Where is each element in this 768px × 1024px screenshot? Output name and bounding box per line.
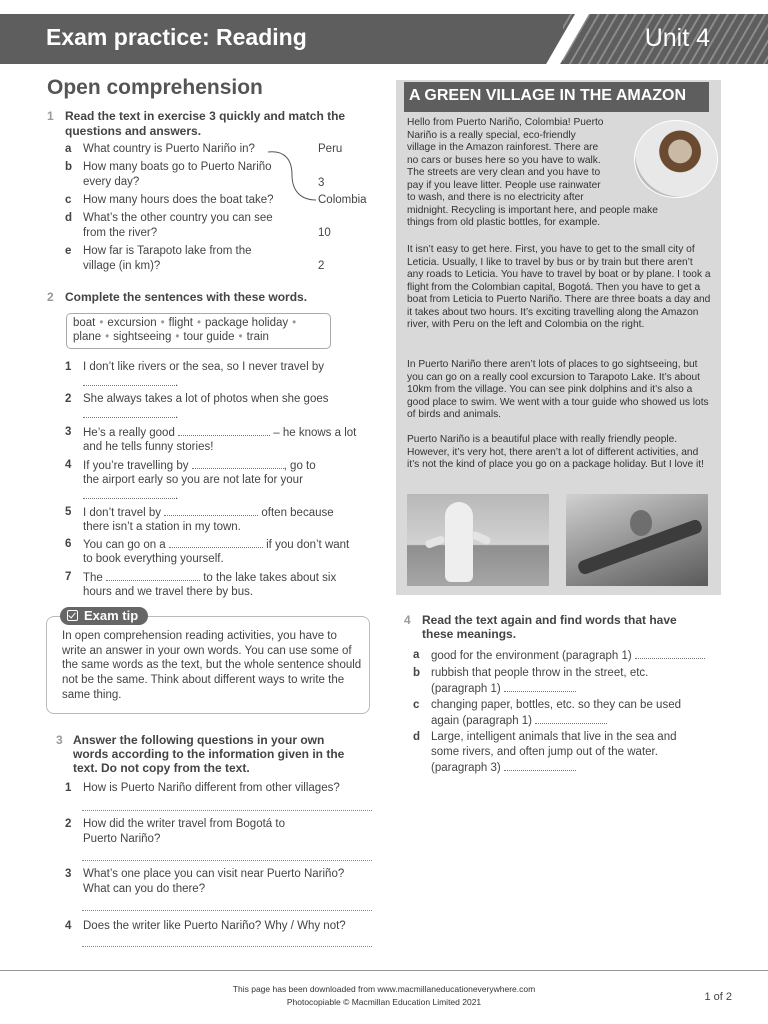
exercise-3-instruction-line2: words according to the information given in the [73, 747, 345, 761]
ex2-sentence-4: If you’re travelling by , go to [83, 460, 316, 472]
ex1-item-c: How many hours does the boat take? [83, 194, 274, 206]
answer-blank[interactable] [178, 425, 270, 436]
item-letter: d [413, 731, 421, 743]
ex2-sentence-6-line2: to book everything yourself. [83, 553, 224, 565]
sentence-number: 4 [65, 459, 72, 471]
exercise-3-instruction-line1: Answer the following questions in your own [73, 733, 325, 747]
ex2-sentence-7-line2: hours and we travel there by bus. [83, 586, 254, 598]
answer-blank[interactable] [635, 648, 705, 659]
article-paragraph-2: It isn’t easy to get here. First, you have to get to the small city of Leticia. Usually, I like to travel by bus or by train but there aren’t any roads to Leticia. You have to travel by boat or by plane. I took a flight from the Colombian capital, Bogotá. Then you have to get a boat from Leticia to Puerto Nariño. There are three boats a day and it takes about two hours. It’s exciting travelling along the Amazon river, with Peru on the left and Colombia on the right. [407, 244, 711, 330]
word: train [246, 331, 269, 343]
ex4-item-b-line1: rubbish that people throw in the street, etc. [431, 667, 649, 679]
ex1-item-d-line2: from the river? [83, 227, 158, 239]
ex1-item-e-line2: village (in km)? [83, 260, 161, 272]
exercise-1-instruction-line1: Read the text in exercise 3 quickly and match the [65, 109, 346, 123]
ex2-sentence-2: She always takes a lot of photos when she goes [83, 393, 329, 405]
answer-blank[interactable] [504, 681, 576, 692]
answer-blank[interactable] [504, 760, 576, 771]
sentence-number: 2 [65, 393, 72, 405]
word: excursion [107, 317, 157, 329]
ex2-sentence-5: I don’t travel by often because [83, 507, 334, 519]
ex3-question-2-line2: Puerto Nariño? [83, 833, 161, 845]
word: plane [73, 331, 102, 343]
ex1-item-letter: a [65, 143, 72, 155]
exercise-3-instruction-line3: text. Do not copy from the text. [73, 761, 250, 775]
word: tour guide [183, 331, 235, 343]
page-number: 1 of 2 [704, 991, 732, 1003]
answer-blank[interactable] [106, 570, 200, 581]
ex1-item-letter: d [65, 212, 73, 224]
sentence-number: 7 [65, 571, 72, 583]
answer-blank[interactable] [83, 375, 175, 386]
item-letter: a [413, 649, 420, 661]
ex4-item-c-line2: again (paragraph 1) [431, 713, 607, 729]
answer-blank[interactable] [169, 537, 263, 548]
answer-blank[interactable] [83, 488, 175, 499]
answer-line[interactable] [82, 860, 372, 861]
exercise-3-number: 3 [56, 733, 63, 747]
ex2-sentence-1-blank-line: . [83, 375, 178, 391]
exam-tip-tag [60, 607, 148, 625]
answer-blank[interactable] [164, 505, 258, 516]
ex1-answer: 2 [318, 260, 325, 272]
ex1-answer: 3 [318, 177, 325, 189]
ex2-sentence-7: The to the lake takes about six [83, 572, 337, 584]
footer-download-note: This page has been downloaded from www.macmillaneducationeverywhere.com [232, 984, 536, 994]
ex1-item-a: What country is Puerto Nariño in? [83, 143, 255, 155]
answer-blank[interactable] [192, 458, 284, 469]
ex1-answer: Colombia [318, 194, 367, 206]
ex1-item-letter: e [65, 245, 72, 257]
answer-line[interactable] [82, 910, 372, 911]
ex3-question-3-line1: What’s one place you can visit near Puerto Nariño? [83, 868, 345, 880]
ex2-sentence-2-blank-line: . [83, 407, 178, 423]
ex3-question-2-line1: How did the writer travel from Bogotá to [83, 818, 285, 830]
ex2-sentence-4-blank-line: . [83, 488, 178, 504]
word: flight [168, 317, 193, 329]
word: package holiday [205, 317, 289, 329]
sentence-number: 5 [65, 506, 72, 518]
question-number: 1 [65, 782, 72, 794]
exercise-2-instruction: Complete the sentences with these words. [65, 290, 308, 304]
ex1-answer: Peru [318, 143, 343, 155]
ex4-item-d-line2: some rivers, and often jump out of the water. [431, 746, 658, 758]
answer-line[interactable] [82, 946, 372, 947]
ex2-sentence-4-line2: the airport early so you are not late for your [83, 474, 303, 486]
ex4-item-a: good for the environment (paragraph 1) [431, 648, 705, 664]
article-title-bar [404, 82, 709, 112]
ex4-item-b-line2: (paragraph 1) [431, 681, 576, 697]
footer-divider [0, 970, 768, 971]
ex4-item-c-line1: changing paper, bottles, etc. so they can be used [431, 699, 681, 711]
exam-tip-text: In open comprehension reading activities, you have to write an answer in your own words. You can use some of the same words as the text, but the whole sentence should not be the same. Think about different ways to write the same thing. [62, 630, 362, 701]
exercise-4-number: 4 [404, 613, 411, 627]
sentence-number: 6 [65, 538, 72, 550]
ex2-sentence-5-line2: there isn’t a station in my town. [83, 521, 241, 533]
sentence-number: 1 [65, 361, 72, 373]
ex1-item-letter: c [65, 194, 72, 206]
section-title: Open comprehension [47, 76, 263, 99]
exercise-4-instruction-line1: Read the text again and find words that have [422, 613, 677, 627]
footer-copyright: Photocopiable © Macmillan Education Limited 2021 [286, 997, 482, 1007]
word: sightseeing [113, 331, 172, 343]
question-number: 4 [65, 920, 72, 932]
question-number: 2 [65, 818, 72, 830]
ex3-question-3-line2: What can you do there? [83, 883, 206, 895]
exercise-1-number: 1 [47, 109, 54, 123]
ex2-sentence-3: He’s a really good – he knows a lot [83, 427, 357, 439]
ex4-item-d-line3: (paragraph 3) [431, 760, 576, 776]
page-title: Exam practice: Reading [46, 24, 307, 50]
ex4-item-d-line1: Large, intelligent animals that live in the sea and [431, 731, 677, 743]
checkbox-icon [67, 610, 78, 621]
ex1-item-letter: b [65, 161, 73, 173]
ex1-item-d-line1: What’s the other country you can see [83, 212, 273, 224]
ex1-item-e-line1: How far is Tarapoto lake from the [83, 245, 252, 257]
item-letter: b [413, 667, 421, 679]
ex3-question-1: How is Puerto Nariño different from other villages? [83, 782, 340, 794]
word-box: boat • excursion • flight • package holiday • plane • sightseeing • tour guide • train [66, 313, 331, 349]
exercise-1-instruction-line2: questions and answers. [65, 124, 202, 138]
ex2-sentence-3-line2: and he tells funny stories! [83, 441, 214, 453]
ex1-item-b-line1: How many boats go to Puerto Nariño [83, 161, 272, 173]
unit-label: Unit 4 [644, 24, 710, 52]
answer-line[interactable] [82, 810, 372, 811]
ex1-item-b-line2: every day? [83, 176, 140, 188]
monkey-shape [630, 510, 652, 536]
exercise-4-instruction-line2: these meanings. [422, 627, 517, 641]
article-paragraph-1: Hello from Puerto Nariño, Colombia! Puerto Nariño is a really special, eco-friendly village in the Amazon rainforest. There are no cars or buses here so you have to walk. The streets are very clean and you have to pay if you leave litter. People use rainwater to wash, and there is no electricity after midnight. Recycling is important here, and people make things from old plastic bottles, for example. [407, 117, 658, 228]
article-title: A GREEN VILLAGE IN THE AMAZON [409, 87, 687, 104]
exam-tip-label: Exam tip [84, 608, 139, 623]
writer-photo [634, 120, 718, 198]
ex3-question-4: Does the writer like Puerto Nariño? Why / Why not? [83, 920, 346, 932]
question-number: 3 [65, 868, 72, 880]
sentence-number: 3 [65, 426, 72, 438]
ex1-answer: 10 [318, 227, 331, 239]
item-letter: c [413, 699, 420, 711]
word: boat [73, 317, 96, 329]
ex2-sentence-6: You can go on a if you don’t want [83, 539, 350, 551]
article-paragraph-3: In Puerto Nariño there aren’t lots of places to go sightseeing, but you can go on a really cool excursion to Tarapoto Lake. It’s about 10km from the village. You can see pink dolphins and it’s also a good place to swim. We went with a tour guide who showed us lots of birds and animals. [407, 359, 709, 420]
answer-blank[interactable] [83, 407, 175, 418]
answer-blank[interactable] [535, 713, 607, 724]
article-paragraph-4: Puerto Nariño is a beautiful place with really friendly people. However, it’s very hot, there aren’t a lot of different activities, and it’s not the kind of place you go on a package holiday. But I love it! [407, 434, 704, 470]
ex2-sentence-1: I don’t like rivers or the sea, so I never travel by [83, 361, 324, 373]
exercise-2-number: 2 [47, 290, 54, 304]
dolphin-shape [445, 502, 473, 582]
